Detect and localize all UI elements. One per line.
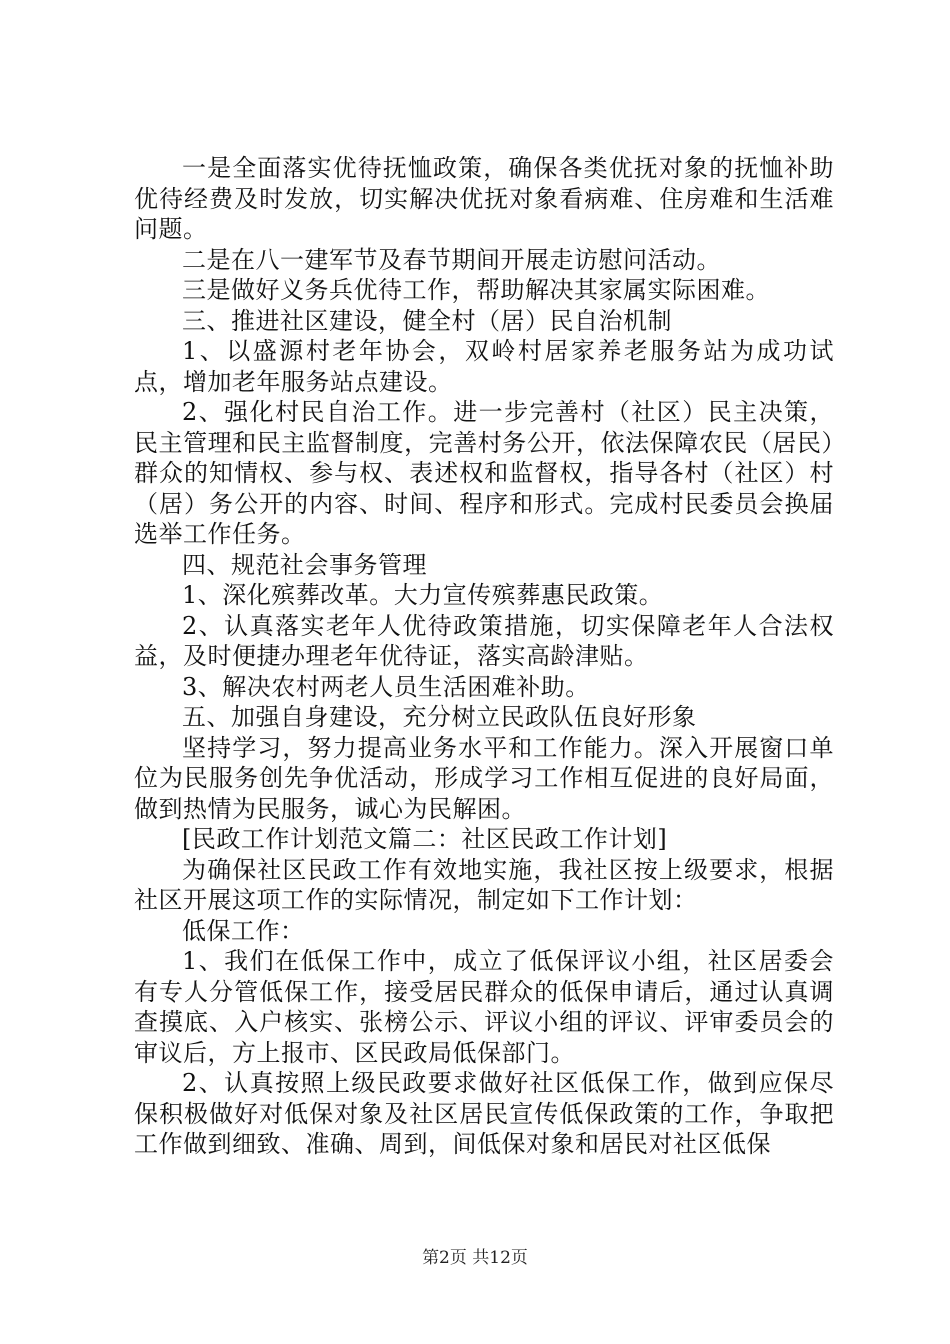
subtitle: [民政工作计划范文篇二：社区民政工作计划] bbox=[182, 825, 668, 853]
document-body bbox=[134, 153, 834, 1160]
paragraph: 2、认真落实老年人优待政策措施，切实保障老年人合法权益，及时便捷办理老年优待证，落实高龄津贴。 bbox=[134, 611, 834, 670]
section-heading: 四、规范社会事务管理 bbox=[182, 550, 427, 579]
section-heading: 低保工作： bbox=[182, 916, 305, 945]
paragraph: 三是做好义务兵优待工作，帮助解决其家属实际困难。 bbox=[182, 276, 770, 304]
page-number-footer: 第2页 共12页 bbox=[422, 1248, 528, 1268]
paragraph: 3、解决农村两老人员生活困难补助。 bbox=[182, 672, 590, 701]
paragraph: 为确保社区民政工作有效地实施，我社区按上级要求，根据社区开展这项工作的实际情况，制定如下工作计划： bbox=[134, 855, 834, 914]
section-heading: 三、推进社区建设，健全村（居）民自治机制 bbox=[182, 306, 672, 335]
section-heading: 五、加强自身建设，充分树立民政队伍良好形象 bbox=[182, 703, 697, 731]
paragraph: 二是在八一建军节及春节期间开展走访慰问活动。 bbox=[182, 245, 721, 274]
paragraph: 一是全面落实优待抚恤政策，确保各类优抚对象的抚恤补助优待经费及时发放，切实解决优抚对象看病难、住房难和生活难问题。 bbox=[134, 154, 834, 243]
paragraph: 坚持学习，努力提高业务水平和工作能力。深入开展窗口单位为民服务创先争优活动，形成学习工作相互促进的良好局面，做到热情为民服务，诚心为民解困。 bbox=[134, 733, 834, 823]
paragraph: 1、以盛源村老年协会，双岭村居家养老服务站为成功试点，增加老年服务站点建设。 bbox=[134, 337, 834, 396]
paragraph: 1、我们在低保工作中，成立了低保评议小组，社区居委会有专人分管低保工作，接受居民群众的低保申请后，通过认真调查摸底、入户核实、张榜公示、评议小组的评议、评审委员会的审议后，方上报市、区民政局低保部门。 bbox=[134, 947, 834, 1067]
paragraph: 2、认真按照上级民政要求做好社区低保工作，做到应保尽保积极做好对低保对象及社区居民宣传低保政策的工作，争取把工作做到细致、准确、周到，间低保对象和居民对社区低保 bbox=[134, 1069, 834, 1158]
paragraph: 2、强化村民自治工作。进一步完善村（社区）民主决策，民主管理和民主监督制度，完善村务公开，依法保障农民（居民）群众的知情权、参与权、表述权和监督权，指导各村（社区）村（居）务公开的内容、时间、程序和形式。完成村民委员会换届选举工作任务。 bbox=[134, 398, 834, 548]
paragraph: 1、深化殡葬改革。大力宣传殡葬惠民政策。 bbox=[182, 581, 664, 609]
